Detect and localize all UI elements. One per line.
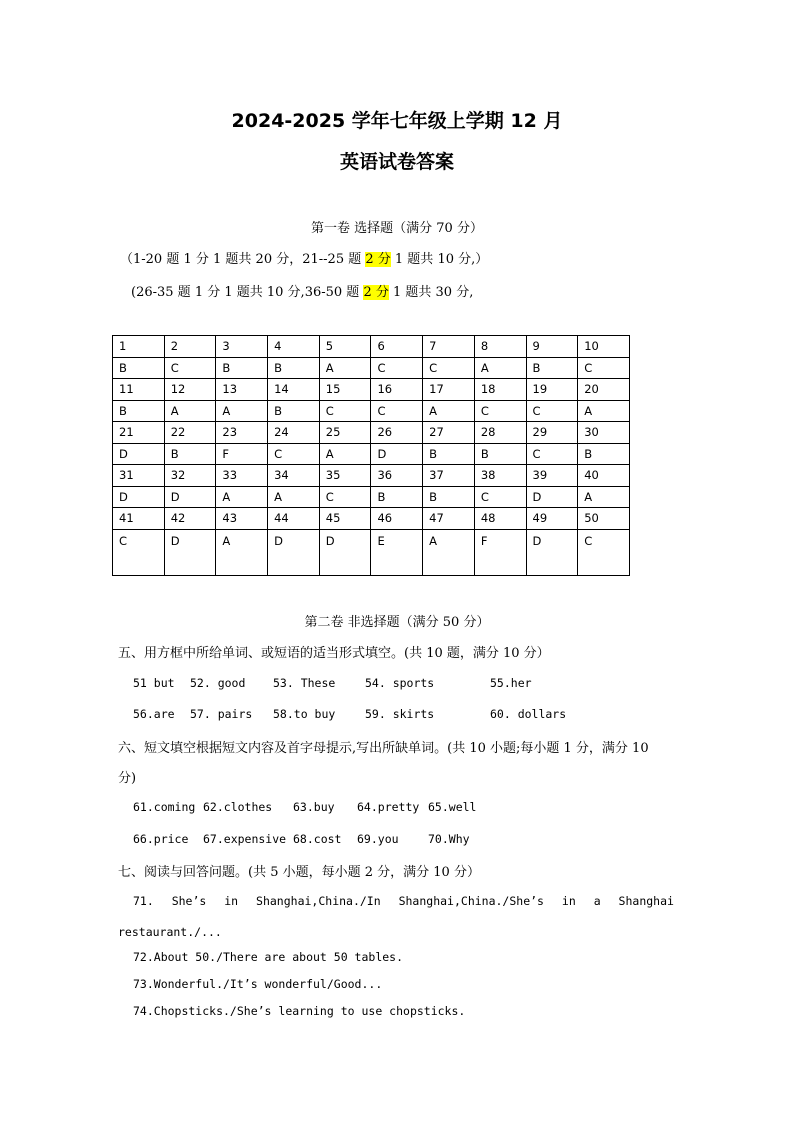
answer-cell: F xyxy=(474,529,526,575)
question-number-cell: 27 xyxy=(423,422,475,444)
answer-cell: C xyxy=(578,357,630,379)
answer-cell: A xyxy=(578,400,630,422)
answer-cell: B xyxy=(423,486,475,508)
scoring-note-1 xyxy=(120,248,488,267)
question-number-cell: 6 xyxy=(371,336,423,358)
answer-cell: C xyxy=(371,400,423,422)
question-number-cell: 4 xyxy=(268,336,320,358)
question-number-cell: 31 xyxy=(113,465,165,487)
answer-53: 53. These xyxy=(273,676,336,690)
table-row xyxy=(113,486,630,508)
answer-cell: B xyxy=(526,357,578,379)
question-number-cell: 47 xyxy=(423,508,475,530)
table-row xyxy=(113,336,630,358)
question-number-cell: 28 xyxy=(474,422,526,444)
part2-heading: 第二卷 非选择题（满分 50 分） xyxy=(304,615,490,630)
answer-cell: D xyxy=(268,529,320,575)
section7-title: 七、阅读与回答问题。(共 5 小题，每小题 2 分，满分 10 分） xyxy=(118,865,480,880)
answer-56: 56.are xyxy=(133,707,175,721)
answer-cell: B xyxy=(268,400,320,422)
scoring-note-2-highlight: 2 分 xyxy=(363,285,389,300)
question-number-cell: 15 xyxy=(319,379,371,401)
table-row xyxy=(113,379,630,401)
question-number-cell: 33 xyxy=(216,465,268,487)
answer-cell: B xyxy=(423,443,475,465)
table-row xyxy=(113,508,630,530)
table-row xyxy=(113,400,630,422)
answer-cell: F xyxy=(216,443,268,465)
answer-71-word: 71. xyxy=(133,894,154,908)
answer-cell: C xyxy=(319,486,371,508)
answer-cell: D xyxy=(164,486,216,508)
answer-cell: A xyxy=(423,400,475,422)
question-number-cell: 29 xyxy=(526,422,578,444)
answer-cell: A xyxy=(474,357,526,379)
answer-cell: C xyxy=(164,357,216,379)
question-number-cell: 1 xyxy=(113,336,165,358)
answer-54: 54. sports xyxy=(365,676,435,690)
answer-cell: A xyxy=(268,486,320,508)
answer-65: 65.well xyxy=(428,800,477,814)
answer-cell: E xyxy=(371,529,423,575)
answer-cell: A xyxy=(319,443,371,465)
question-number-cell: 16 xyxy=(371,379,423,401)
answer-table-body xyxy=(113,336,630,576)
question-number-cell: 22 xyxy=(164,422,216,444)
answer-cell: A xyxy=(423,529,475,575)
table-row xyxy=(113,529,630,575)
answer-72: 72.About 50./There are about 50 tables. xyxy=(133,950,404,964)
answer-cell: C xyxy=(474,486,526,508)
answer-cell: D xyxy=(113,486,165,508)
section6-title-cont: 分) xyxy=(118,771,137,786)
answer-71 xyxy=(133,894,674,908)
answer-cell: C xyxy=(578,529,630,575)
question-number-cell: 2 xyxy=(164,336,216,358)
answer-cell: C xyxy=(268,443,320,465)
answer-cell: C xyxy=(423,357,475,379)
question-number-cell: 39 xyxy=(526,465,578,487)
question-number-cell: 46 xyxy=(371,508,423,530)
scoring-note-2 xyxy=(131,281,473,300)
answer-cell: D xyxy=(319,529,371,575)
scoring-note-2-text-b: 1 题共 30 分, xyxy=(393,285,474,300)
question-number-cell: 42 xyxy=(164,508,216,530)
answer-cell: D xyxy=(113,443,165,465)
answer-69: 69.you xyxy=(357,832,399,846)
answer-64: 64.pretty xyxy=(357,800,420,814)
answer-73: 73.Wonderful./It’s wonderful/Good... xyxy=(133,977,383,991)
answer-57: 57. pairs xyxy=(190,707,253,721)
answer-cell: D xyxy=(526,486,578,508)
question-number-cell: 13 xyxy=(216,379,268,401)
answer-60: 60. dollars xyxy=(490,707,567,721)
answer-cell: D xyxy=(164,529,216,575)
answer-66: 66.price xyxy=(133,832,189,846)
answer-71-word: in xyxy=(561,894,576,908)
answer-71-word: a xyxy=(593,894,601,908)
answer-cell: B xyxy=(216,357,268,379)
answer-cell: D xyxy=(526,529,578,575)
answer-71-word: in xyxy=(224,894,239,908)
answer-cell: B xyxy=(164,443,216,465)
title-line-1: 2024-2025 学年七年级上学期 12 月 xyxy=(231,110,563,132)
scoring-note-2-text-a: (26-35 题 1 分 1 题共 10 分,36-50 题 xyxy=(131,285,360,300)
answer-cell: C xyxy=(371,357,423,379)
question-number-cell: 9 xyxy=(526,336,578,358)
question-number-cell: 32 xyxy=(164,465,216,487)
question-number-cell: 40 xyxy=(578,465,630,487)
question-number-cell: 23 xyxy=(216,422,268,444)
question-number-cell: 11 xyxy=(113,379,165,401)
section5-title: 五、用方框中所给单词、或短语的适当形式填空。(共 10 题，满分 10 分） xyxy=(118,646,550,661)
question-number-cell: 41 xyxy=(113,508,165,530)
question-number-cell: 38 xyxy=(474,465,526,487)
question-number-cell: 7 xyxy=(423,336,475,358)
table-row xyxy=(113,357,630,379)
question-number-cell: 44 xyxy=(268,508,320,530)
question-number-cell: 3 xyxy=(216,336,268,358)
question-number-cell: 5 xyxy=(319,336,371,358)
answer-71-word: Shanghai xyxy=(618,894,674,908)
question-number-cell: 45 xyxy=(319,508,371,530)
answer-cell: A xyxy=(319,357,371,379)
answer-68: 68.cost xyxy=(293,832,342,846)
question-number-cell: 25 xyxy=(319,422,371,444)
part1-heading: 第一卷 选择题（满分 70 分） xyxy=(311,221,483,236)
question-number-cell: 37 xyxy=(423,465,475,487)
scoring-note-1-text-b: 1 题共 10 分,） xyxy=(394,252,489,267)
scoring-note-1-highlight: 2 分 xyxy=(365,252,391,267)
answer-71-word: Shanghai,China./She’s xyxy=(398,894,544,908)
answer-62: 62.clothes xyxy=(203,800,273,814)
answer-cell: A xyxy=(578,486,630,508)
answer-63: 63.buy xyxy=(293,800,335,814)
question-number-cell: 50 xyxy=(578,508,630,530)
answer-cell: A xyxy=(164,400,216,422)
title-line-2: 英语试卷答案 xyxy=(339,151,454,173)
question-number-cell: 48 xyxy=(474,508,526,530)
answer-cell: D xyxy=(371,443,423,465)
answer-cell: B xyxy=(268,357,320,379)
answer-cell: B xyxy=(113,357,165,379)
table-row xyxy=(113,422,630,444)
question-number-cell: 10 xyxy=(578,336,630,358)
question-number-cell: 19 xyxy=(526,379,578,401)
answer-cell: A xyxy=(216,400,268,422)
answer-cell: A xyxy=(216,486,268,508)
answer-cell: C xyxy=(526,443,578,465)
question-number-cell: 21 xyxy=(113,422,165,444)
answer-71-continued: restaurant./... xyxy=(118,925,222,939)
scoring-note-1-text-a: （1-20 题 1 分 1 题共 20 分，21--25 题 xyxy=(120,252,362,267)
answer-74: 74.Chopsticks./She’s learning to use chopsticks. xyxy=(133,1004,466,1018)
answer-cell: B xyxy=(474,443,526,465)
answer-table xyxy=(112,335,630,576)
question-number-cell: 43 xyxy=(216,508,268,530)
question-number-cell: 30 xyxy=(578,422,630,444)
question-number-cell: 12 xyxy=(164,379,216,401)
answer-71-word: Shanghai,China./In xyxy=(256,894,381,908)
answer-51: 51 but xyxy=(133,676,175,690)
question-number-cell: 49 xyxy=(526,508,578,530)
question-number-cell: 26 xyxy=(371,422,423,444)
question-number-cell: 24 xyxy=(268,422,320,444)
question-number-cell: 17 xyxy=(423,379,475,401)
answer-67: 67.expensive xyxy=(203,832,287,846)
answer-59: 59. skirts xyxy=(365,707,435,721)
answer-cell: C xyxy=(113,529,165,575)
answer-61: 61.coming xyxy=(133,800,196,814)
answer-cell: B xyxy=(371,486,423,508)
question-number-cell: 20 xyxy=(578,379,630,401)
question-number-cell: 18 xyxy=(474,379,526,401)
table-row xyxy=(113,443,630,465)
question-number-cell: 14 xyxy=(268,379,320,401)
answer-cell: A xyxy=(216,529,268,575)
question-number-cell: 8 xyxy=(474,336,526,358)
answer-70: 70.Why xyxy=(428,832,470,846)
answer-cell: C xyxy=(526,400,578,422)
question-number-cell: 36 xyxy=(371,465,423,487)
section6-title: 六、短文填空根据短文内容及首字母提示,写出所缺单词。(共 10 小题;每小题 1 分，满分 10 xyxy=(118,741,649,756)
table-row xyxy=(113,465,630,487)
answer-71-word: She’s xyxy=(171,894,207,908)
answer-55: 55.her xyxy=(490,676,532,690)
answer-cell: B xyxy=(578,443,630,465)
answer-52: 52. good xyxy=(190,676,246,690)
answer-cell: C xyxy=(319,400,371,422)
answer-cell: C xyxy=(474,400,526,422)
question-number-cell: 34 xyxy=(268,465,320,487)
answer-cell: B xyxy=(113,400,165,422)
question-number-cell: 35 xyxy=(319,465,371,487)
answer-58: 58.to buy xyxy=(273,707,336,721)
